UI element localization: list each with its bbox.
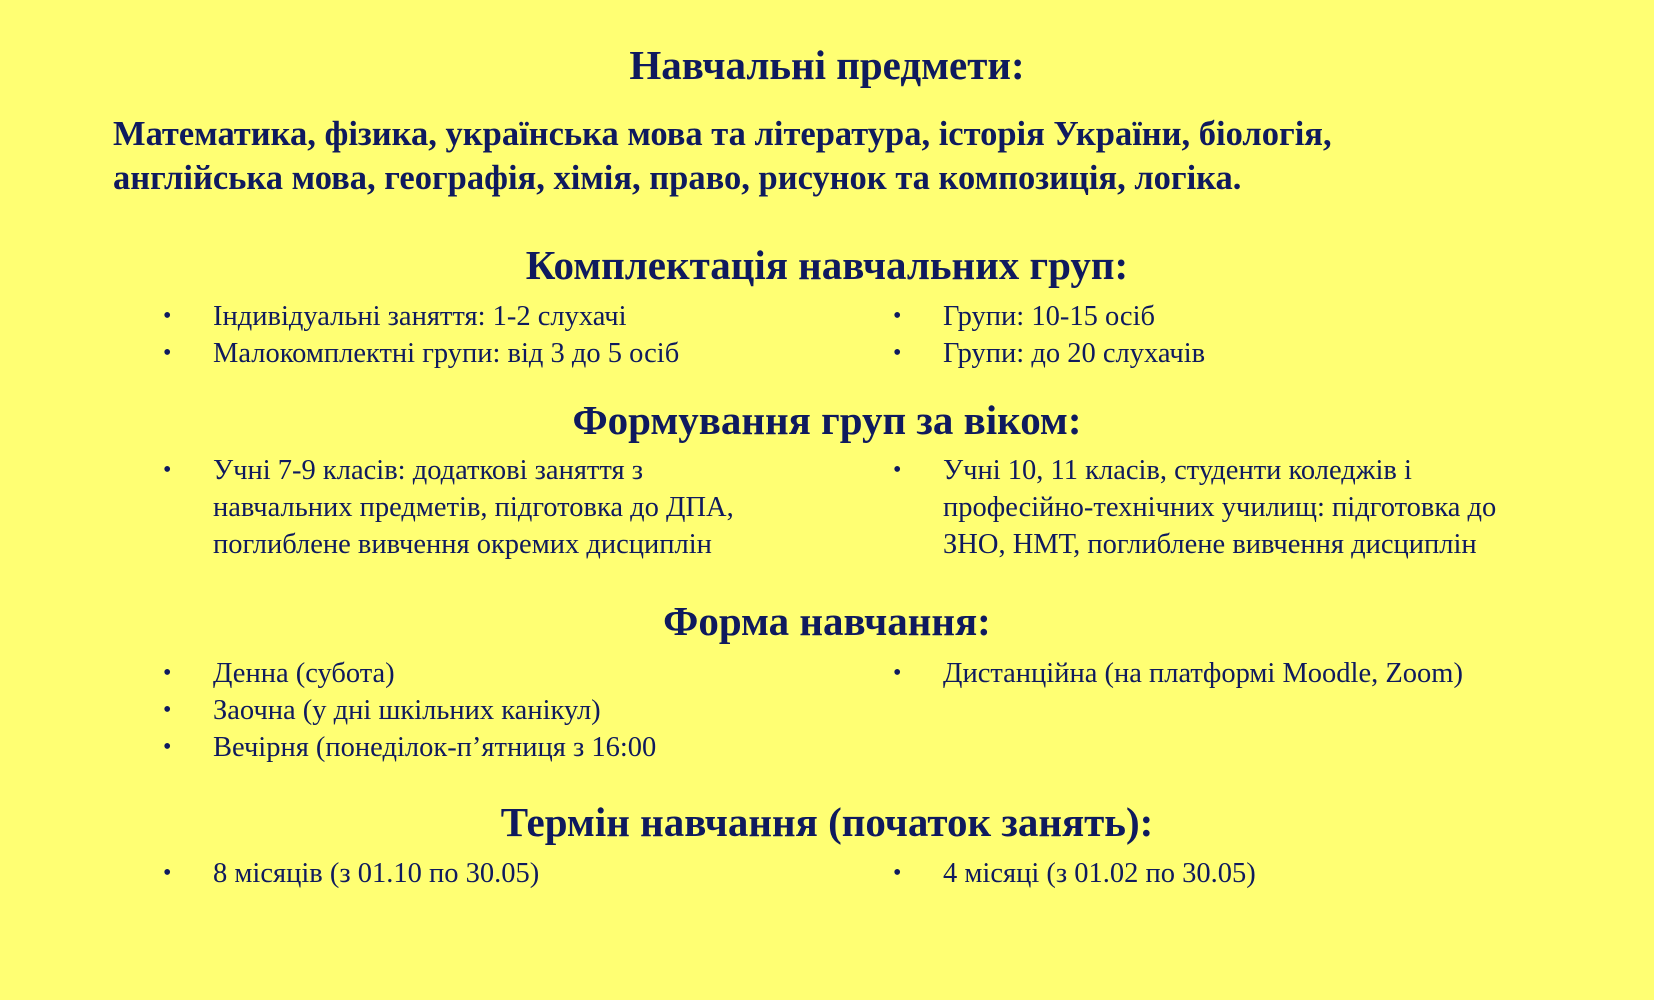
bullet-icon: • — [163, 303, 172, 329]
bullet-icon: • — [893, 340, 902, 366]
bullet-icon: • — [893, 860, 902, 886]
list-item: • 8 місяців (з 01.10 по 30.05) — [163, 855, 803, 892]
list-item: • Заочна (у дні шкільних канікул) — [163, 692, 803, 729]
bullet-icon: • — [163, 340, 172, 366]
form-list-left — [163, 655, 803, 766]
groups-list-right — [893, 298, 1593, 372]
bullet-icon: • — [163, 860, 172, 886]
list-item: • Учні 7-9 класів: додаткові заняття з навчальних предметів, підготовка до ДПА, поглиблене вивчення окремих дисциплін — [163, 452, 803, 563]
age-heading: Формування груп за віком: — [572, 397, 1082, 443]
groups-list-left — [163, 298, 803, 372]
list-item: • Групи: до 20 слухачів — [893, 335, 1593, 372]
subjects-text — [113, 112, 1553, 200]
bullet-icon: • — [893, 457, 902, 483]
bullet-icon: • — [163, 457, 172, 483]
list-item: • Учні 10, 11 класів, студенти коледжів і професійно-технічних училищ: підготовка до ЗНО, НМТ, поглиблене вивчення дисциплін — [893, 452, 1593, 563]
subjects-line-2: англійська мова, географія, хімія, право, рисунок та композиція, логіка. — [113, 159, 1242, 197]
bullet-icon: • — [893, 660, 902, 686]
subjects-heading: Навчальні предмети: — [629, 42, 1025, 88]
bullet-icon: • — [163, 697, 172, 723]
age-list-left — [163, 452, 803, 563]
groups-heading: Комплектація навчальних груп: — [525, 242, 1129, 288]
bullet-icon: • — [893, 303, 902, 329]
subjects-line-1: Математика, фізика, українська мова та література, історія України, біологія, — [113, 115, 1332, 153]
form-list-right — [893, 655, 1593, 692]
bullet-icon: • — [163, 734, 172, 760]
list-item: • Вечірня (понеділок-п’ятниця з 16:00 — [163, 729, 803, 766]
bullet-icon: • — [163, 660, 172, 686]
list-item: • Індивідуальні заняття: 1-2 слухачі — [163, 298, 803, 335]
term-list-right — [893, 855, 1593, 892]
list-item: • Дистанційна (на платформі Moodle, Zoom) — [893, 655, 1593, 692]
term-heading: Термін навчання (початок занять): — [500, 799, 1154, 845]
list-item: • Малокомплектні групи: від 3 до 5 осіб — [163, 335, 803, 372]
term-list-left — [163, 855, 803, 892]
list-item: • Групи: 10-15 осіб — [893, 298, 1593, 335]
form-heading: Форма навчання: — [663, 598, 991, 644]
list-item: • 4 місяці (з 01.02 по 30.05) — [893, 855, 1593, 892]
list-item: • Денна (субота) — [163, 655, 803, 692]
age-list-right — [893, 452, 1593, 563]
